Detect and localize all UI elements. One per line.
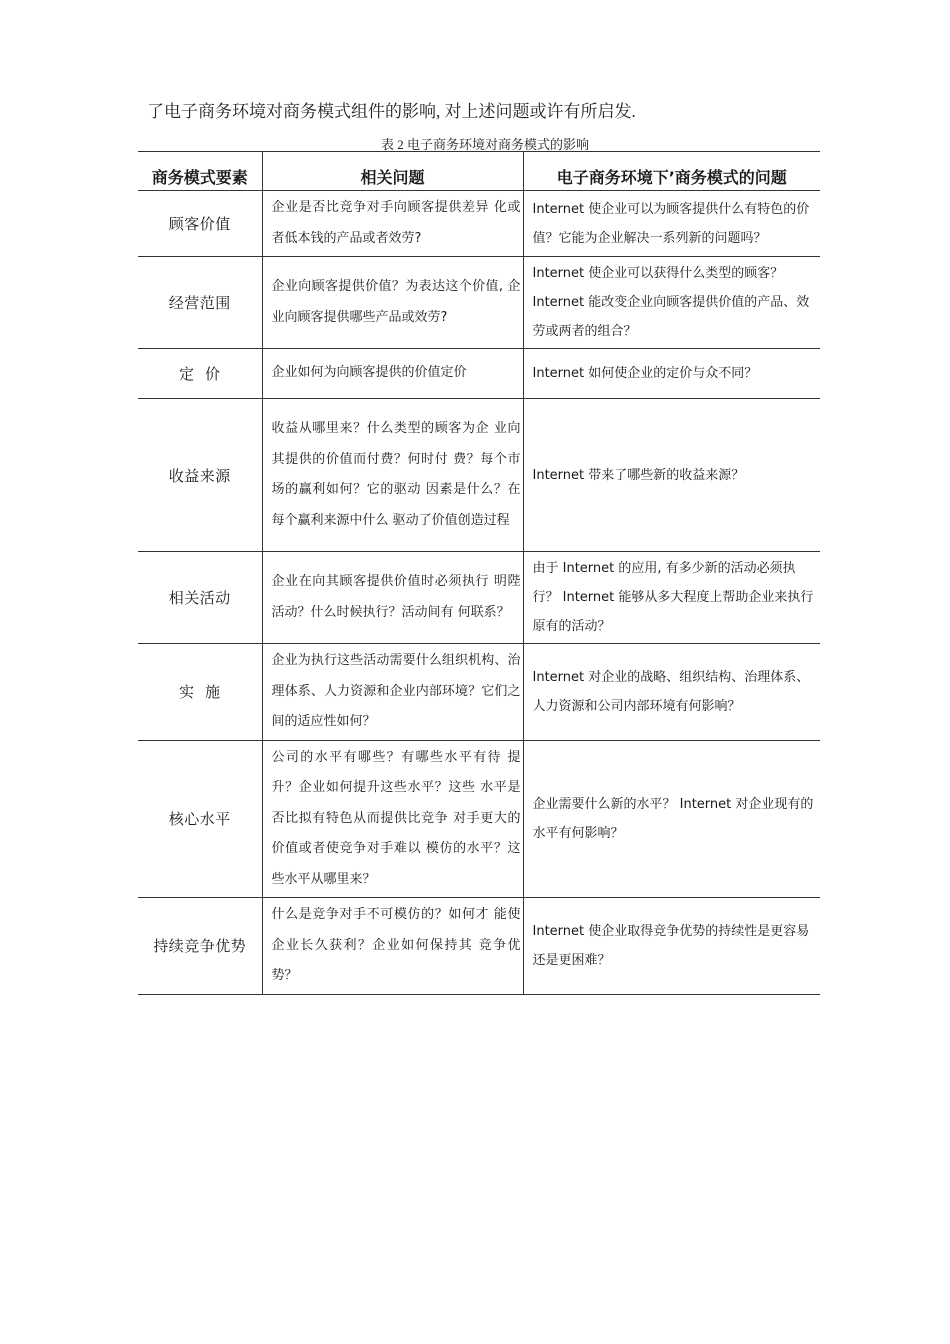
table-row (138, 399, 820, 552)
business-model-table (138, 151, 820, 995)
table-row (138, 740, 820, 898)
table-row (138, 257, 820, 349)
row-question: 企业向顾客提供价值？为表达这个价值, 企业向顾客提供哪些产品或效劳? (262, 257, 523, 349)
row-element: 经营范围 (138, 257, 262, 349)
row-question: 收益从哪里来？什么类型的顾客为企 业向其提供的价值而付费？何时付 费？每个市场的赢利如何？它的驱动 因素是什么？在每个赢利来源中什么 驱动了价值创造过程 (262, 399, 523, 552)
table-row (138, 898, 820, 995)
row-internet: Internet 带来了哪些新的收益来源？ (523, 399, 820, 552)
row-element: 顾客价值 (138, 191, 262, 257)
row-internet: Internet 使企业可以为顾客提供什么有特色的价值？它能为企业解决一系列新的问题吗？ (523, 191, 820, 257)
row-question: 企业是否比竞争对手向顾客提供差异 化或者低本钱的产品或者效劳? (262, 191, 523, 257)
row-element: 持续竞争优势 (138, 898, 262, 995)
header-question: 相关问题 (262, 152, 523, 191)
row-element: 定 价 (138, 349, 262, 399)
table-row (138, 644, 820, 741)
row-internet: Internet 使企业可以获得什么类型的顾客？ Internet 能改变企业向顾客提供价值的产品、效劳或两者的组合？ (523, 257, 820, 349)
row-internet: Internet 如何使企业的定价与众不同？ (523, 349, 820, 399)
table-row (138, 349, 820, 399)
row-question: 什么是竞争对手不可模仿的？如何才 能使企业长久获利？企业如何保持其 竞争优势？ (262, 898, 523, 995)
row-element: 实 施 (138, 644, 262, 741)
row-element: 核心水平 (138, 740, 262, 898)
row-internet: 由于 Internet 的应用, 有多少新的活动必须执行？ Internet 能够从多大程度上帮助企业来执行原有的活动？ (523, 552, 820, 644)
row-element: 收益来源 (138, 399, 262, 552)
row-question: 公司的水平有哪些？有哪些水平有待 提升？企业如何提升这些水平？这些 水平是否比拟有特色从而提供比竞争 对手更大的价值或者使竞争对手难以 模仿的水平？这些水平从哪里来？ (262, 740, 523, 898)
row-internet: Internet 对企业的战略、组织结构、治理体系、人力资源和公司内部环境有何影响？ (523, 644, 820, 741)
table-row (138, 191, 820, 257)
table-caption: 表 2 电子商务环境对商务模式的影响 (380, 137, 589, 152)
row-question: 企业在向其顾客提供价值时必须执行 明陛活动？什么时候执行？活动间有 何联系？ (262, 552, 523, 644)
header-element: 商务模式要素 (138, 152, 262, 191)
row-internet: 企业需要什么新的水平？ Internet 对企业现有的水平有何影响？ (523, 740, 820, 898)
row-question: 企业如何为向顾客提供的价值定价 (262, 349, 523, 399)
intro-text: 了电子商务环境对商务模式组件的影响, 对上述问题或许有所启发. (147, 102, 636, 121)
row-element: 相关活动 (138, 552, 262, 644)
table-row (138, 552, 820, 644)
row-internet: Internet 使企业取得竞争优势的持续性是更容易还是更困难？ (523, 898, 820, 995)
table-header-row (138, 152, 820, 191)
header-internet: 电子商务环境下’商务模式的问题 (523, 152, 820, 191)
row-question: 企业为执行这些活动需要什么组织机构、治理体系、人力资源和企业内部环境？它们之间的适应性如何？ (262, 644, 523, 741)
